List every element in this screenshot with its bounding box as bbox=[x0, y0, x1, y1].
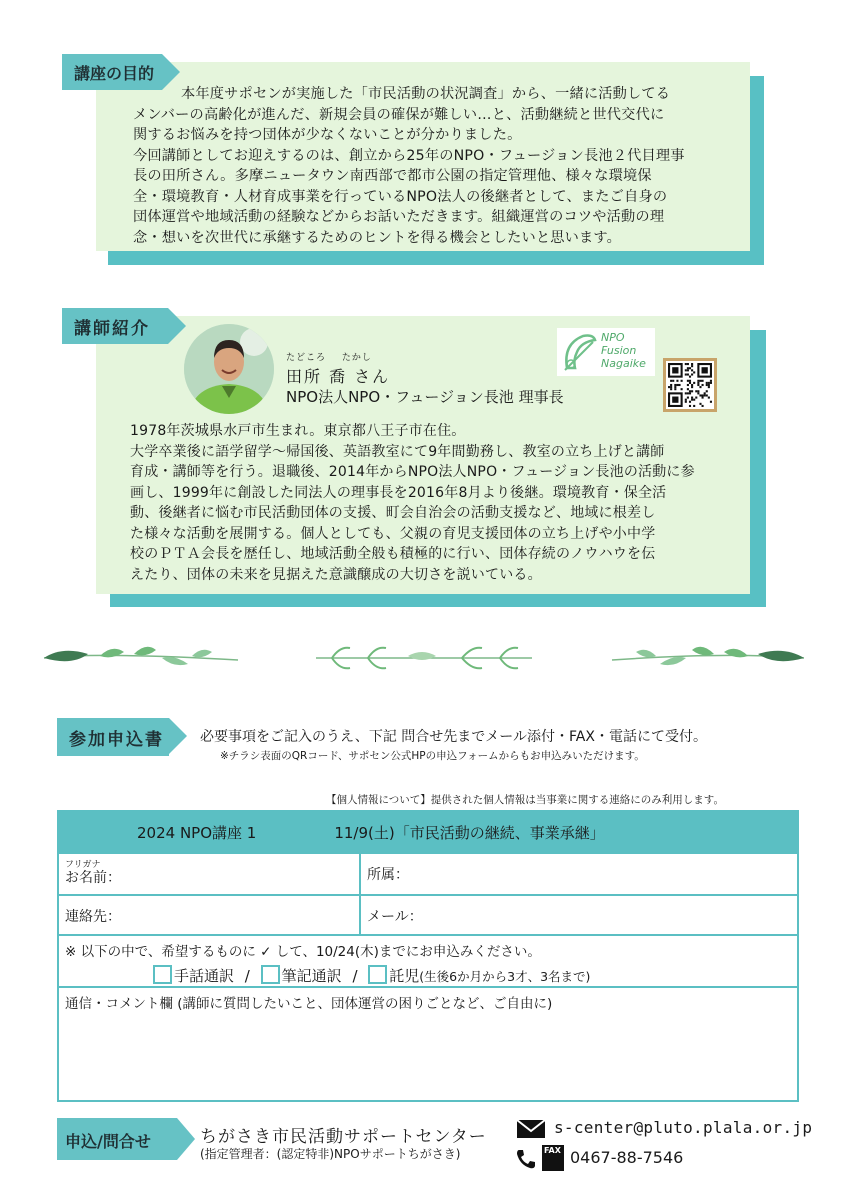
transcription-label: 筆記通訳 bbox=[281, 967, 342, 985]
bio-line: 大学卒業後に語学留学～帰国後、英語教室にて9年間勤務し、教室の立ち上げと講師 bbox=[130, 443, 665, 460]
bio-line: 動、後継者に悩む市民活動団体の支援、町会自治会の活動支援など、地域に根差し bbox=[130, 505, 656, 521]
contact-label: 連絡先： bbox=[65, 909, 121, 925]
leaf-logo-icon bbox=[559, 330, 599, 374]
org-name: ちがさき市民活動サポートセンター bbox=[200, 1127, 487, 1147]
qr-code-icon bbox=[668, 363, 712, 407]
apply-note: ※チラシ表面のQRコード、サポセン公式HPの申込フォームからもお申込みいただけます。 bbox=[220, 750, 645, 762]
childcare-label: 託児 bbox=[389, 967, 420, 985]
lecturer-furigana bbox=[286, 350, 372, 363]
transcription-checkbox[interactable] bbox=[261, 965, 280, 984]
purpose-line: 団体運営や地域活動の経験などからお話いただきます。組織運営のコツや活動の理 bbox=[133, 209, 665, 225]
phone-number[interactable]: 0467-88-7546 bbox=[570, 1148, 684, 1167]
options-instruction: ※ 以下の中で、希望するものに ✓ して、10/24(木)までにお申込みください。 bbox=[65, 944, 541, 960]
footer-tag-label: 申込/問合せ bbox=[65, 1132, 151, 1151]
purpose-line: 今回講師としてお迎えするのは、創立から25年のNPO・フュージョン長池２代目理事 bbox=[133, 147, 685, 164]
furigana-label: フリガナ bbox=[65, 860, 101, 870]
purpose-tag-label: 講座の目的 bbox=[74, 63, 155, 83]
affiliation-label: 所属： bbox=[367, 867, 409, 883]
mail-label: メール： bbox=[367, 909, 423, 925]
option-separator: / bbox=[244, 967, 250, 985]
bio-line: た様々な活動を展開する。個人としても、父親の育児支援団体の立ち上げや小中学 bbox=[130, 525, 656, 542]
apply-tag bbox=[57, 718, 169, 756]
application-form bbox=[57, 810, 799, 1102]
vine-right-decoration bbox=[608, 640, 808, 674]
lecturer-bio bbox=[130, 421, 742, 585]
npo-fusion-logo bbox=[557, 328, 655, 376]
fax-icon bbox=[542, 1145, 564, 1171]
bio-line: 育成・講師等を行う。退職後、2014年からNPO法人NPO・フュージョン長池の活動に参 bbox=[130, 464, 695, 480]
purpose-line: 本年度サポセンが実施した「市民活動の状況調査」から、一緒に活動してる bbox=[181, 86, 671, 102]
apply-tag-label: 参加申込書 bbox=[69, 729, 164, 750]
sign-language-label: 手話通訳 bbox=[174, 967, 235, 985]
org-manager: (指定管理者：(認定特非)NPOサポートちがさき) bbox=[200, 1147, 461, 1161]
lecturer-tag-label: 講師紹介 bbox=[74, 318, 150, 339]
lecturer-photo bbox=[184, 324, 274, 414]
comment-label: 通信・コメント欄 (講師に質問したいこと、団体運営の困りごとなど、ご自由に) bbox=[65, 996, 553, 1012]
mail-icon bbox=[516, 1119, 546, 1139]
options-row bbox=[153, 965, 791, 986]
bio-line: 1978年茨城県水戸市生まれ。東京都八王子市在住。 bbox=[130, 423, 466, 439]
bio-line: えたり、団体の未来を見据えた意識醸成の大切さを説いている。 bbox=[130, 566, 542, 583]
bio-line: 校のＰＴＡ会長を歴任し、地域活動全般も積極的に行い、団体存続のノウハウを伝 bbox=[130, 546, 656, 562]
fax-label: FAX bbox=[544, 1146, 561, 1155]
purpose-line: 全・環境教育・人材育成事業を行っているNPO法人の後継者として、またご自身の bbox=[133, 188, 668, 205]
comment-field[interactable] bbox=[59, 988, 797, 1100]
sign-language-checkbox[interactable] bbox=[153, 965, 172, 984]
footer-tag bbox=[57, 1118, 177, 1160]
affiliation-field[interactable] bbox=[359, 854, 797, 894]
email-address[interactable]: s-center@pluto.plala.or.jp bbox=[554, 1118, 813, 1137]
lecturer-name: 田所 喬 さん bbox=[286, 367, 391, 386]
form-header bbox=[59, 812, 797, 852]
purpose-line: 長の田所さん。多摩ニュータウン南西部で都市公園の指定管理他、様々な環境保 bbox=[133, 168, 652, 184]
apply-text: 必要事項をご記入のうえ、下記 問合せ先までメール添付・FAX・電話にて受付。 bbox=[200, 729, 707, 745]
name-field[interactable] bbox=[59, 854, 359, 894]
purpose-line: メンバーの高齢化が進んだ、新規会員の確保が難しい…と、活動継続と世代交代に bbox=[133, 106, 665, 123]
person-avatar-icon bbox=[184, 324, 274, 414]
logo-line: Fusion bbox=[601, 344, 637, 357]
logo-line: NPO bbox=[601, 331, 625, 344]
name-label: お名前： bbox=[65, 870, 121, 886]
purpose-line: 念・想いを次世代に承継するためのヒントを得る機会としたいと思います。 bbox=[133, 229, 622, 246]
option-separator: / bbox=[352, 967, 358, 985]
logo-line: Nagaike bbox=[601, 357, 646, 370]
privacy-note: 【個人情報について】提供された個人情報は当事業に関する連絡にのみ利用します。 bbox=[326, 794, 724, 806]
vine-left-decoration bbox=[42, 640, 242, 674]
childcare-checkbox[interactable] bbox=[368, 965, 387, 984]
lecturer-tag bbox=[62, 308, 168, 344]
phone-icon bbox=[514, 1147, 538, 1171]
contact-field[interactable] bbox=[59, 896, 359, 934]
furigana-family: たどころ bbox=[286, 353, 327, 363]
purpose-line: 関するお悩みを持つ団体が少なくないことが分かりました。 bbox=[133, 127, 522, 143]
bio-line: 画し、1999年に創設した同法人の理事長を2016年8月より後継。環境教育・保全活 bbox=[130, 484, 667, 501]
options-cell bbox=[59, 936, 797, 986]
course-date-title: 11/9(土)「市民活動の継続、事業承継」 bbox=[334, 823, 605, 842]
purpose-text bbox=[133, 84, 743, 248]
furigana-given: たかし bbox=[341, 353, 372, 363]
qr-code[interactable] bbox=[663, 358, 717, 412]
childcare-note: (生後6か月から3才、3名まで) bbox=[419, 969, 591, 984]
lecturer-affiliation: NPO法人NPO・フュージョン長池 理事長 bbox=[286, 388, 564, 406]
vine-center-decoration bbox=[312, 642, 536, 674]
course-label: 2024 NPO講座 1 bbox=[137, 823, 257, 842]
mail-field[interactable] bbox=[359, 896, 797, 934]
